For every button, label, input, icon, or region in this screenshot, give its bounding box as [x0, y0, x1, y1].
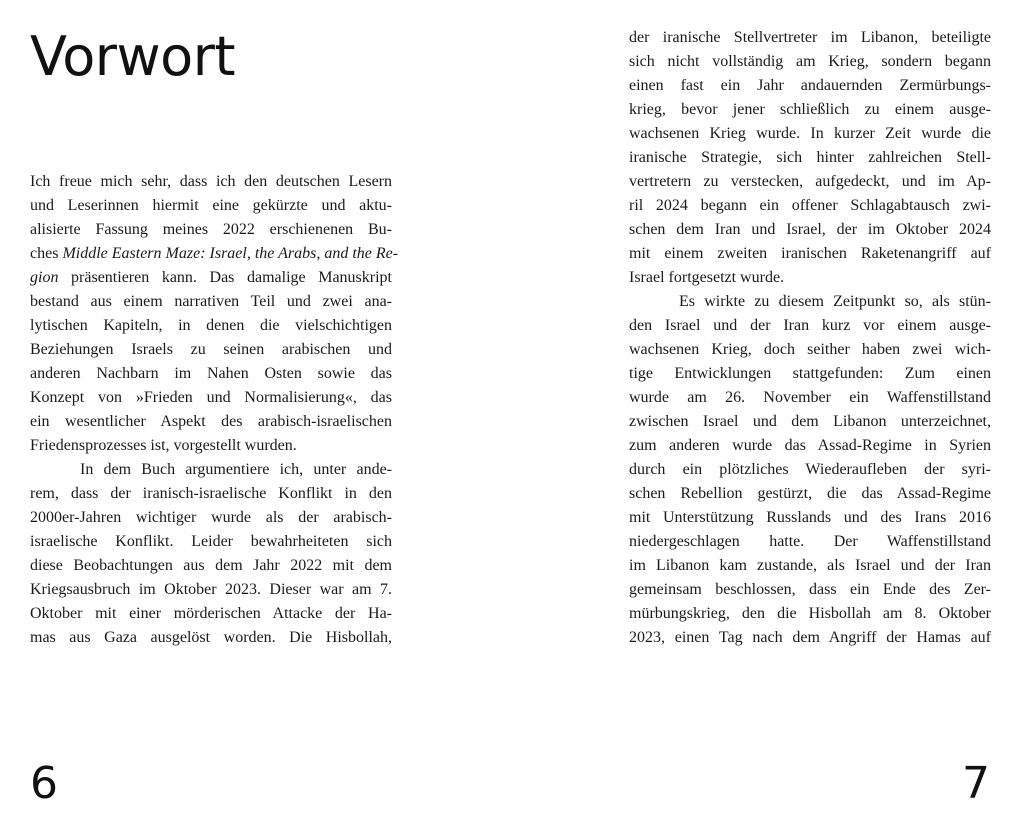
- text-line: ches Middle Eastern Maze: Israel, the Arabs, and the Re-: [30, 245, 399, 262]
- text-line: schen Rebellion gestürzt, die das Assad-Regime: [629, 485, 991, 502]
- right-page: [510, 0, 1020, 829]
- page-number: 7: [962, 758, 990, 809]
- text-line: Es wirkte zu diesem Zeitpunkt so, als stün-: [679, 293, 991, 310]
- left-body-text: [30, 170, 399, 650]
- text-line: durch ein plötzliches Wiederaufleben der syri-: [629, 461, 991, 478]
- text-line: schen dem Iran und Israel, der im Oktober 2024: [629, 221, 991, 238]
- text-line: mas aus Gaza ausgelöst worden. Die Hisbollah,: [30, 629, 392, 646]
- text-line: zum anderen wurde das Assad-Regime in Syrien: [629, 437, 991, 454]
- text-line: ein wesentlicher Aspekt des arabisch-israelischen: [30, 413, 392, 430]
- text-line: Kriegsausbruch im Oktober 2023. Dieser war am 7.: [30, 581, 392, 598]
- text-line: iranische Strategie, sich hinter zahlreichen Stell-: [629, 149, 991, 166]
- text-line: mit einem zweiten iranischen Raketenangriff auf: [629, 245, 991, 262]
- text-line: tige Entwicklungen stattgefunden: Zum einen: [629, 365, 991, 382]
- text-line: Oktober mit einer mörderischen Attacke der Ha-: [30, 605, 392, 622]
- chapter-heading: Vorwort: [30, 25, 236, 88]
- text-line: im Libanon kam zustande, als Israel und der Iran: [629, 557, 991, 574]
- text-line: einen fast ein Jahr andauernden Zermürbungs-: [629, 77, 991, 94]
- text-line: niedergeschlagen hatte. Der Waffenstillstand: [629, 533, 991, 550]
- text-line: anderen Nachbarn im Nahen Osten sowie das: [30, 365, 392, 382]
- text-line: wachsenen Krieg wurde. In kurzer Zeit wurde die: [629, 125, 991, 142]
- text-line: 2023, einen Tag nach dem Angriff der Hamas auf: [629, 629, 991, 646]
- text-line: mit Unterstützung Russlands und des Irans 2016: [629, 509, 991, 526]
- paragraph: [30, 170, 399, 458]
- text-line: vertretern zu verstecken, aufgedeckt, und im Ap-: [629, 173, 991, 190]
- text-line: Israel fortgesetzt wurde.: [629, 269, 785, 286]
- text-line: mürbungskrieg, den die Hisbollah am 8. Oktober: [629, 605, 991, 622]
- right-body-text: [629, 26, 991, 650]
- text-line: gion präsentieren kann. Das damalige Manuskript: [30, 269, 392, 286]
- text-line: diese Beobachtungen aus dem Jahr 2022 mit dem: [30, 557, 392, 574]
- text-line: bestand aus einem narrativen Teil und zwei ana-: [30, 293, 392, 310]
- paragraph: [629, 290, 991, 650]
- text-line: wurde am 26. November ein Waffenstillstand: [629, 389, 991, 406]
- text-line: und Leserinnen hiermit eine gekürzte und aktu-: [30, 197, 392, 214]
- text-line: israelische Konflikt. Leider bewahrheiteten sich: [30, 533, 392, 550]
- text-line: sich nicht vollständig am Krieg, sondern begann: [629, 53, 991, 70]
- text-line: In dem Buch argumentiere ich, unter ande-: [80, 461, 392, 478]
- paragraph: [629, 26, 991, 290]
- text-line: Friedensprozesses ist, vorgestellt wurden.: [30, 437, 297, 454]
- text-line: den Israel und der Iran kurz vor einem ausge-: [629, 317, 991, 334]
- text-line: ril 2024 begann ein offener Schlagabtausch zwi-: [629, 197, 991, 214]
- text-line: Beziehungen Israels zu seinen arabischen und: [30, 341, 392, 358]
- text-line: zwischen Israel und dem Libanon unterzeichnet,: [629, 413, 991, 430]
- text-line: gemeinsam beschlossen, dass ein Ende des Zer-: [629, 581, 991, 598]
- text-line: der iranische Stellvertreter im Libanon, beteiligte: [629, 29, 991, 46]
- text-line: Ich freue mich sehr, dass ich den deutschen Lesern: [30, 173, 392, 190]
- text-line: krieg, bevor jener schließlich zu einem ausge-: [629, 101, 991, 118]
- text-line: Konzept von »Frieden und Normalisierung«, das: [30, 389, 392, 406]
- text-line: 2000er-Jahren wichtiger wurde als der arabisch-: [30, 509, 392, 526]
- paragraph: [30, 458, 392, 650]
- text-line: wachsenen Krieg, doch seither haben zwei wich-: [629, 341, 991, 358]
- text-line: lytischen Kapiteln, in denen die vielschichtigen: [30, 317, 392, 334]
- text-line: alisierte Fassung meines 2022 erschienenen Bu-: [30, 221, 392, 238]
- page-number: 6: [30, 758, 58, 809]
- text-line: rem, dass der iranisch-israelische Konflikt in den: [30, 485, 392, 502]
